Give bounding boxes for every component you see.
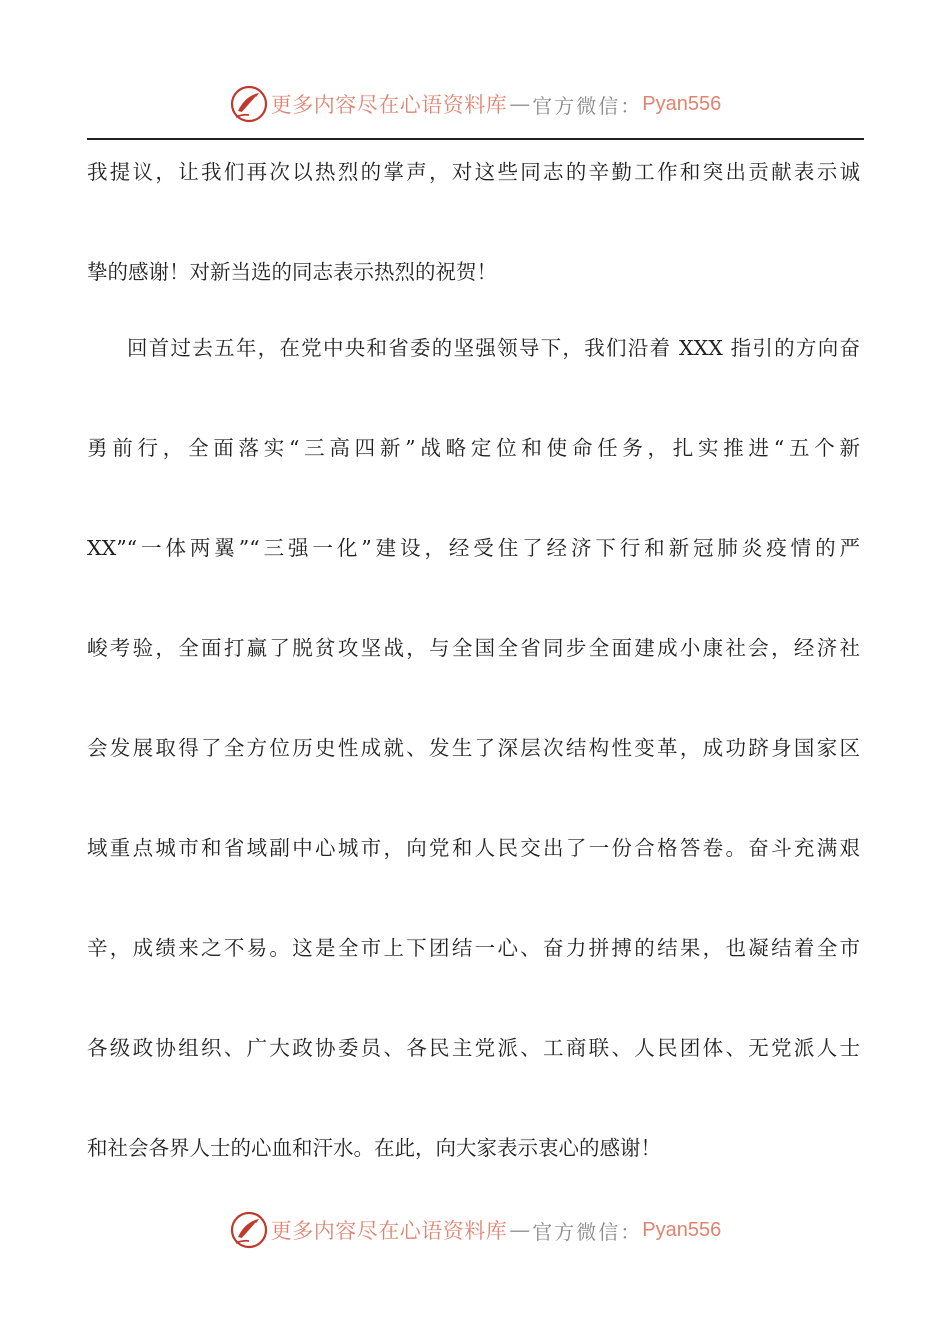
text-line: 挚的感谢！对新当选的同志表示热烈的祝贺！ — [87, 260, 497, 284]
banner-site-name: 更多内容尽在心语资料库 — [270, 1219, 508, 1243]
text-line: 各级政协组织、广大政协委员、各民主党派、工商联、人民团体、无党派人士 — [87, 1036, 860, 1060]
text-line: 回首过去五年，在党中央和省委的坚强领导下，我们沿着 XXX 指引的方向奋 — [127, 336, 860, 360]
banner-separator: — — [509, 1218, 531, 1242]
footer-banner — [0, 1208, 950, 1252]
banner-wechat-label: 官方微信： — [532, 93, 643, 118]
header-divider — [87, 138, 864, 140]
text-line: 我提议，让我们再次以热烈的掌声，对这些同志的辛勤工作和突出贡献表示诚 — [87, 160, 860, 184]
document-body — [87, 150, 860, 1226]
text-line: 会发展取得了全方位历史性成就、发生了深层次结构性变革，成功跻身国家区 — [87, 736, 860, 760]
text-line: 域重点城市和省域副中心城市，向党和人民交出了一份合格答卷。奋斗充满艰 — [87, 836, 860, 860]
banner-separator: — — [509, 92, 531, 116]
banner-wechat-id: Pyan556 — [642, 92, 722, 115]
header-banner — [0, 82, 950, 126]
banner-wechat-label: 官方微信： — [532, 1219, 643, 1244]
text-line: 辛，成绩来之不易。这是全市上下团结一心、奋力拼搏的结果，也凝结着全市 — [87, 936, 860, 960]
text-line: 勇前行，全面落实“三高四新”战略定位和使命任务，扎实推进“五个新 — [87, 436, 860, 460]
banner-wechat-id: Pyan556 — [642, 1218, 722, 1241]
text-line: 峻考验，全面打赢了脱贫攻坚战，与全国全省同步全面建成小康社会，经济社 — [87, 636, 860, 660]
text-line: 和社会各界人士的心血和汗水。在此，向大家表示衷心的感谢！ — [87, 1136, 661, 1160]
pen-logo-icon — [229, 84, 269, 124]
pen-logo-icon — [229, 1210, 269, 1250]
text-line: XX”“一体两翼”“三强一化”建设，经受住了经济下行和新冠肺炎疫情的严 — [87, 536, 860, 560]
banner-site-name: 更多内容尽在心语资料库 — [270, 93, 508, 117]
